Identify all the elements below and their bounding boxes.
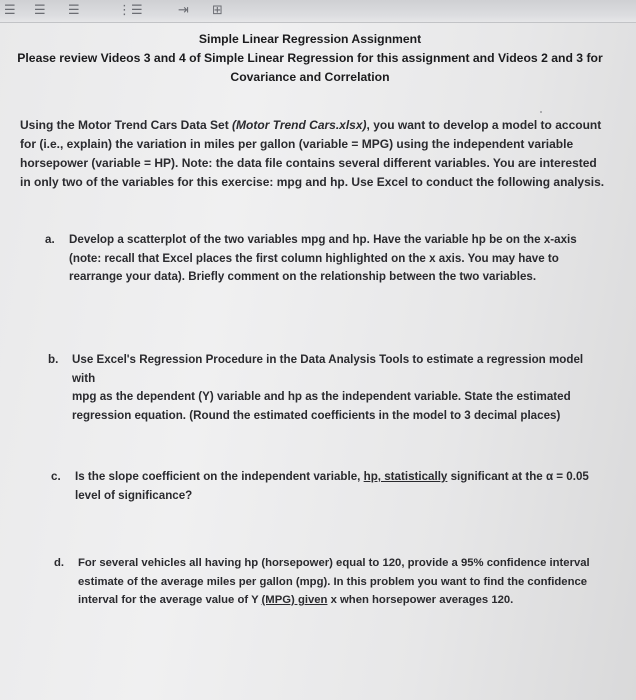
q-a-line1c: . Have the variable hp be on the x-axis [366, 233, 577, 246]
list-icon[interactable]: ☰ [68, 2, 80, 17]
question-letter: b. [48, 353, 59, 366]
doc-subtitle-line1: Please review Videos 3 and 4 of Simple Linear Regression for this assignment and Videos 2 and 3 for [17, 51, 603, 65]
question-letter: c. [51, 470, 61, 483]
title-block [10, 30, 610, 87]
q-d-line2: estimate of the average miles per gallon (mpg). In this problem you want to find the confidence [78, 575, 588, 588]
intro-text-1: Using the Motor Trend Cars Data Set [20, 118, 233, 132]
list-icon[interactable]: ☰ [34, 2, 46, 17]
document-page [0, 22, 636, 700]
q-a-line1a: Develop a scatterplot of the two variables [69, 233, 301, 246]
indent-icon[interactable]: ⇥ [178, 2, 189, 17]
q-a-line1b: mpg and hp [300, 233, 367, 246]
q-a-line3: rearrange your data). Briefly comment on the relationship between the two variables. [69, 270, 537, 283]
q-b-line2d: as the independent variable. State the estimated [302, 390, 571, 403]
toolbar [0, 0, 636, 23]
question-letter: a. [45, 233, 55, 246]
q-b-line1: Use Excel's Regression Procedure in the Data Analysis Tools to estimate a regression model with [72, 353, 584, 385]
intro-text-3: . Use Excel to conduct the following analysis. [344, 175, 605, 189]
q-b-line2a: mpg [72, 390, 97, 403]
doc-subtitle-line2: Covariance and Correlation [230, 70, 390, 84]
menu-icon[interactable]: ☰ [4, 2, 16, 17]
doc-title: Simple Linear Regression Assignment [198, 32, 422, 46]
dataset-name: (Motor Trend Cars.xlsx) [232, 118, 367, 132]
speck [540, 111, 542, 113]
q-d-line3c: x when horsepower averages 120. [327, 594, 514, 606]
q-d-line3b: (MPG) given [261, 594, 328, 606]
q-b-line2b: as the dependent (Y) variable and [96, 390, 288, 403]
q-b-line3: regression equation. (Round the estimated coefficients in the model to 3 decimal places) [72, 408, 561, 422]
numbered-list-icon[interactable]: ⋮☰ [118, 2, 143, 17]
question-body [72, 351, 608, 425]
table-icon[interactable]: ⊞ [212, 2, 223, 17]
q-d-line3a: interval for the average value of Y [78, 594, 262, 606]
q-b-line2c: hp [287, 390, 302, 403]
q-a-line2: (note: recall that Excel places the first column highlighted on the x axis. You may have to [69, 251, 559, 265]
q-c-line1a: Is the slope coefficient on the independent variable, [75, 470, 364, 483]
question-body [75, 468, 589, 505]
intro-vars: mpg and hp [276, 175, 345, 189]
question-body [78, 554, 590, 610]
intro-paragraph [20, 116, 605, 192]
intro-text-2: , you want to develop a model to account for (i.e., explain) the variation in miles per gallon (variable = MPG) using the independent variable horsepower (variable = HP). Note: the data file contains several different variables. You are interested in only two of the variables for this exercise: [20, 118, 602, 189]
q-c-line1c: significant at the α = 0.05 [447, 470, 589, 483]
question-body [69, 231, 577, 287]
question-letter: d. [54, 557, 65, 569]
q-d-line1: For several vehicles all having hp (horsepower) equal to 120, provide a 95% confidence interval [78, 557, 590, 569]
q-c-line2: level of significance? [75, 488, 193, 502]
q-c-line1b: hp, statistically [363, 470, 448, 483]
